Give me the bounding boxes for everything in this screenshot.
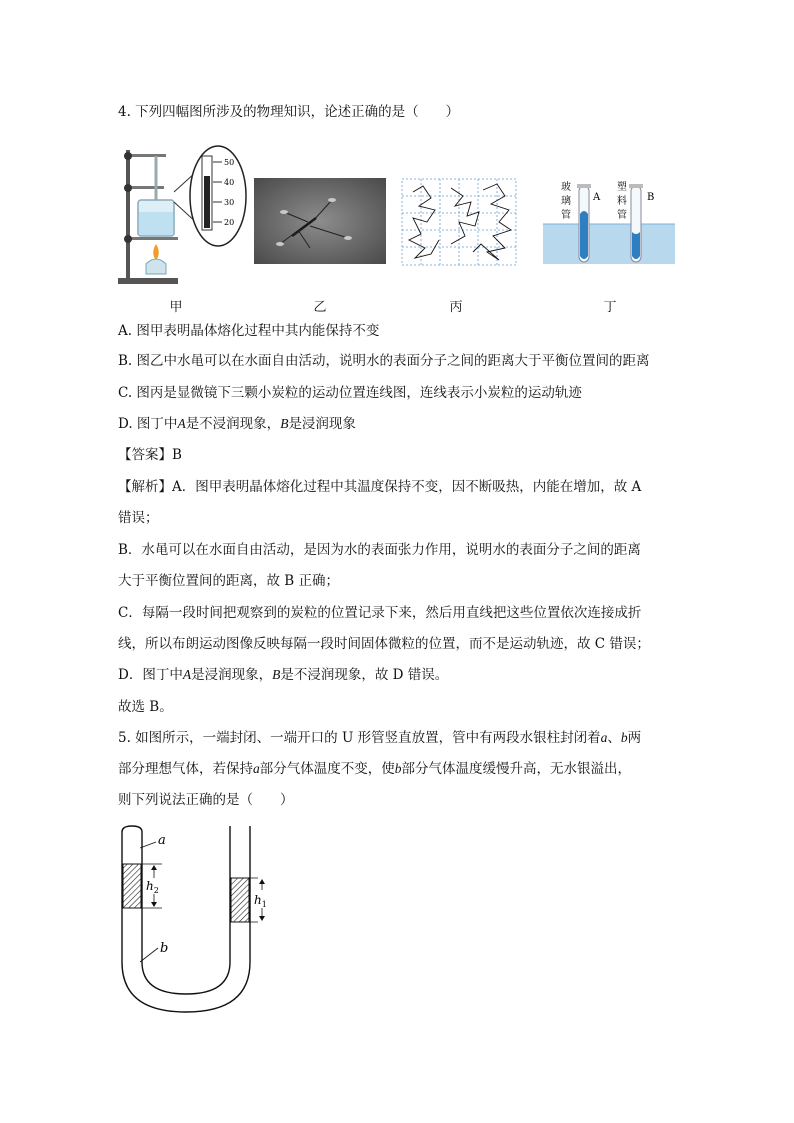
tube-label-plastic-3: 管 — [617, 210, 627, 221]
option-a: A. 图甲表明晶体熔化过程中其内能保持不变 — [118, 323, 380, 339]
q5-stem-2: 部分理想气体，若保持a部分气体温度不变，使b部分气体温度缓慢升高，无水银溢出， — [118, 761, 631, 777]
option-b: B. 图乙中水黾可以在水面自由活动，说明水的表面分子之间的距离大于平衡位置间的距离 — [118, 353, 650, 369]
analysis-line-6: 线，所以布朗运动图像反映每隔一段时间固体微粒的位置，而不是运动轨迹，故 C 错误； — [118, 636, 650, 652]
analysis-line-7: D．图丁中A是浸润现象，B是不浸润现象，故 D 错误。 — [118, 667, 449, 683]
q5-stem-1: 5. 如图所示，一端封闭、一端开口的 U 形管竖直放置，管中有两段水银柱封闭着a、b两 — [118, 730, 642, 746]
analysis-line-5: C．每隔一段时间把观察到的炭粒的位置记录下来，然后用直线把这些位置依次连接成折 — [118, 605, 642, 621]
option-c: C. 图丙是显微镜下三颗小炭粒的运动位置连线图，连线表示小炭粒的运动轨迹 — [118, 385, 582, 401]
analysis-line-1: 【解析】A．图甲表明晶体熔化过程中其温度保持不变，因不断吸热，内能在增加，故 A — [118, 479, 642, 495]
tube-label-plastic-1: 塑 — [617, 182, 627, 193]
label-b: b — [160, 941, 169, 956]
q5-stem-3: 则下列说法正确的是（ ） — [118, 792, 294, 808]
label-h2: $h_2$ — [146, 879, 159, 895]
figure-bing — [401, 178, 517, 266]
caption-yi: 乙 — [313, 300, 327, 315]
caption-jia: 甲 — [169, 300, 183, 315]
analysis-line-3: B．水黾可以在水面自由活动，是因为水的表面张力作用，说明水的表面分子之间的距离 — [118, 542, 641, 558]
tube-label-plastic-2: 料 — [617, 196, 627, 207]
u-tube-h1-dimension — [248, 870, 278, 930]
tube-label-glass-2: 璃 — [561, 196, 571, 207]
conclusion: 故选 B。 — [118, 699, 173, 715]
thermo-tick-20: 20 — [224, 218, 235, 227]
caption-bing: 丙 — [449, 300, 463, 315]
tube-letter-B: B — [647, 192, 655, 203]
thermo-tick-50: 50 — [224, 158, 235, 167]
q4-stem: 4. 下列四幅图所涉及的物理知识，论述正确的是（ ） — [118, 104, 460, 120]
thermo-tick-40: 40 — [224, 178, 235, 187]
option-d: D. 图丁中A是不浸润现象，B是浸润现象 — [118, 416, 356, 432]
thermo-tick-30: 30 — [224, 198, 235, 207]
tube-label-glass-1: 玻 — [561, 182, 571, 193]
caption-ding: 丁 — [603, 300, 617, 315]
figure-yi — [254, 178, 386, 264]
u-tube-figure — [118, 822, 258, 1018]
analysis-line-2: 错误； — [118, 510, 159, 526]
figure-ding — [543, 178, 675, 266]
label-a: a — [158, 833, 166, 848]
answer: 【答案】B — [118, 447, 182, 463]
analysis-line-4: 大于平衡位置间的距离，故 B 正确； — [118, 573, 340, 589]
tube-label-glass-3: 管 — [561, 210, 571, 221]
label-h1: $h_1$ — [254, 893, 267, 909]
figure-jia — [118, 142, 248, 287]
tube-letter-A: A — [593, 192, 601, 203]
